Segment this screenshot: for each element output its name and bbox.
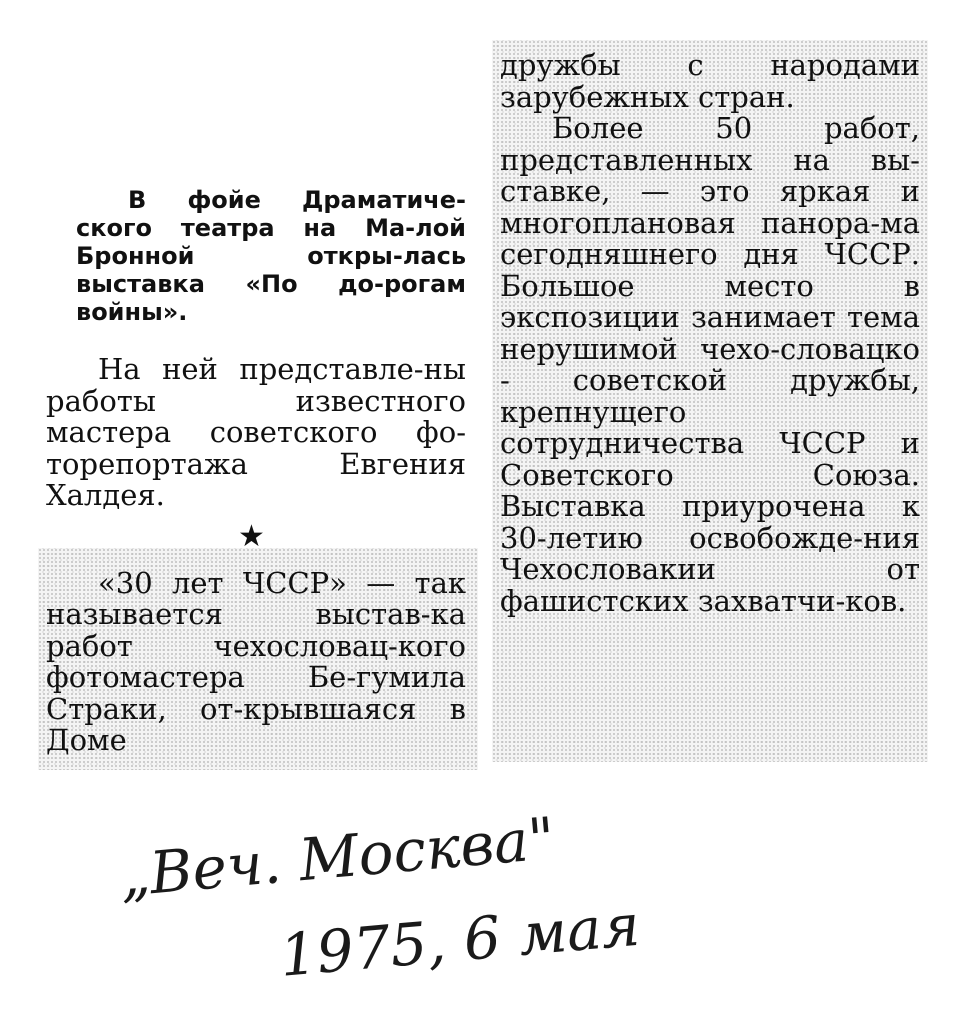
article-lead: В фойе Драматиче-ского театра на Ма-лой Бронной откры-лась выставка «По до-рогам войны».: [76, 186, 466, 326]
article-paragraph: «30 лет ЧССР» — так называется выстав-ка работ чехословац-кого фотомастера Бе-гумила Страки, от-крывшаяся в Доме: [46, 565, 466, 757]
article-column-left: [46, 354, 466, 757]
article-column-right: [500, 50, 920, 617]
article-paragraph: На ней представле-ны работы известного мастера советского фо-торепортажа Евгения Халдея.: [46, 352, 466, 512]
handwritten-source: „Веч. Москва": [117, 804, 558, 910]
star-separator-icon: ★: [238, 519, 265, 554]
article-paragraph: дружбы с народами зарубежных стран.: [500, 48, 920, 114]
article-paragraph: Более 50 работ, представленных на вы-ставке, — это яркая и многоплановая панора-ма сегодняшнего дня ЧССР. Большое место в экспозиции занимает тема нерушимой чехо-словацко - советской дружбы, крепнущего сотрудничества ЧССР и Советского Союза. Выставка приурочена к 30-летию освобожде-ния Чехословакии от фашистских захватчи-ков.: [500, 111, 920, 618]
handwritten-date: 1975, 6 мая: [277, 890, 643, 990]
